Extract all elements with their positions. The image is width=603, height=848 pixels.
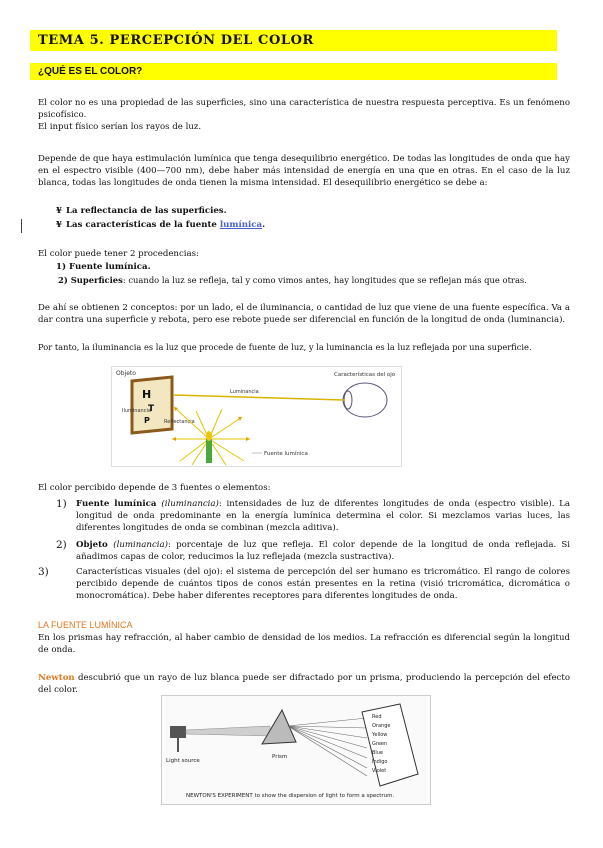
newton-figure [161,695,431,805]
text-cursor [21,219,22,233]
concepts-paragraph: De ahí se obtienen 2 conceptos: por un lado, el de iluminancia, o cantidad de luz que viene de una fuente específica. Va a dar contra una superficie y rebota, pero ese rebote puede ser diferencial en función de la longitud de onda (luminancia). [38,303,570,325]
perceived-item-3: 3) Características visuales (del ojo): el sistema de percepción del ser humano es tricromático. El rango de colores percibido depende de cuántos tipos de conos están presentes en la retina (visió tricromática, dicromática o monocromática). Debe haber diferentes receptores para diferentes longitudes de onda. [38,566,570,601]
chart-letter-t: T [148,404,155,414]
chart-letter-h: H [142,388,152,401]
prism-paragraph: En los prismas hay refracción, al haber cambio de densidad de los medios. La refracción es diferencial según la longitud de onda. [38,633,570,655]
color-label-indigo: Indigo [372,759,388,765]
candle-body [206,439,212,463]
bullet-mark: ¥ [56,206,62,216]
label-prism: Prism [272,754,288,760]
illuminance-figure [111,366,402,467]
perceived-item-2: 2) Objeto (luminancia): porcentaje de luz que refleja. El color depende de la longitud de onda reflejada. Si añadimos capas de color, reducimos la luz reflejada (mezcla sustractiva). [56,539,571,562]
newton-paragraph: Newton descubrió que un rayo de luz blanca puede ser difractado por un prisma, produciendo la percepción del efecto del color. [38,673,570,695]
origins-heading: El color puede tener 2 procedencias: [38,249,199,259]
intro-paragraph-1 [38,97,570,133]
luminance-ray [174,395,344,400]
bullet-reflectance [56,205,227,217]
color-label-orange: Orange [372,723,391,729]
bullet-text: Las características de la fuente [65,220,220,230]
lamp-body [170,726,186,738]
origin-item-2: 2) Superficies: cuando la luz se refleja, tal y como vimos antes, hay longitudes que se reflejan más que otras. [58,275,527,285]
light-source-heading: LA FUENTE LUMÍNICA [38,620,133,630]
perceived-item-1: 1) Fuente lumínica (iluminancia): intensidades de luz de diferentes longitudes de onda (espectro visible). La longitud de onda predominante en la energía lumínica determina el color. Si mezclamos varias luces, las diferentes longitudes de onda se combinan (mezcla aditiva). [56,498,570,533]
label-reflectance: Reflectancia [164,419,195,425]
color-label-blue: Blue [372,750,384,756]
label-luminance: Luminancia [230,389,259,395]
color-label-violet: Violet [372,768,387,774]
page-title: TEMA 5. PERCEPCIÓN DEL COLOR [38,33,314,48]
perceived-heading: El color percibido depende de 3 fuentes o elementos: [38,483,271,493]
newton-diagram [162,696,430,804]
eye-lens [344,391,352,409]
label-light-source: Light source [166,758,200,764]
origin-item-1: 1) Fuente lumínica. [56,262,151,272]
illuminance-diagram [112,367,401,466]
bullet-source: ¥ Las características de la fuente lumínica. [56,220,266,230]
label-object: Objeto [116,370,136,377]
label-source: Fuente lumínica [264,451,308,457]
eye-shape [343,383,387,417]
newton-name: Newton [38,673,75,683]
color-label-red: Red [372,714,382,720]
candle-flame [206,431,212,441]
intro-text-1: El color no es una propiedad de las superficies, sino una característica de nuestra respuesta perceptiva. Es un fenómeno psicofísico. [38,98,570,120]
color-label-green: Green [372,741,388,747]
intro-text-2: El input físico serían los rayos de luz. [38,122,202,132]
color-label-yellow: Yellow [372,732,388,738]
figure-caption: NEWTON'S EXPERIMENT to show the dispersion of light to form a spectrum. [186,793,395,799]
intro-paragraph-2: Depende de que haya estimulación lumínica que tenga desequilibrio energético. De todas las longitudes de onda que hay en el espectro visible (400—700 nm), debe haber más intensidad de energía en una que en otras. En el caso de la luz blanca, todas las longitudes de onda tienen la misma intensidad. El desequilibrio energético se debe a: [38,154,570,188]
bullet-text: La reflectancia de las superficies. [65,206,227,216]
concepts-summary: Por tanto, la iluminancia es la luz que procede de fuente de luz, y la luminancia es la luz reflejada por una superficie. [38,342,532,352]
chart-letter-p: P [144,416,150,425]
bullet-mark: ¥ [56,220,62,230]
luminica-link[interactable]: lumínica [219,220,263,230]
label-illuminance: Iluminancia [122,408,151,414]
section-heading: ¿QUÉ ES EL COLOR? [38,66,143,77]
label-eye: Características del ojo [334,372,396,378]
